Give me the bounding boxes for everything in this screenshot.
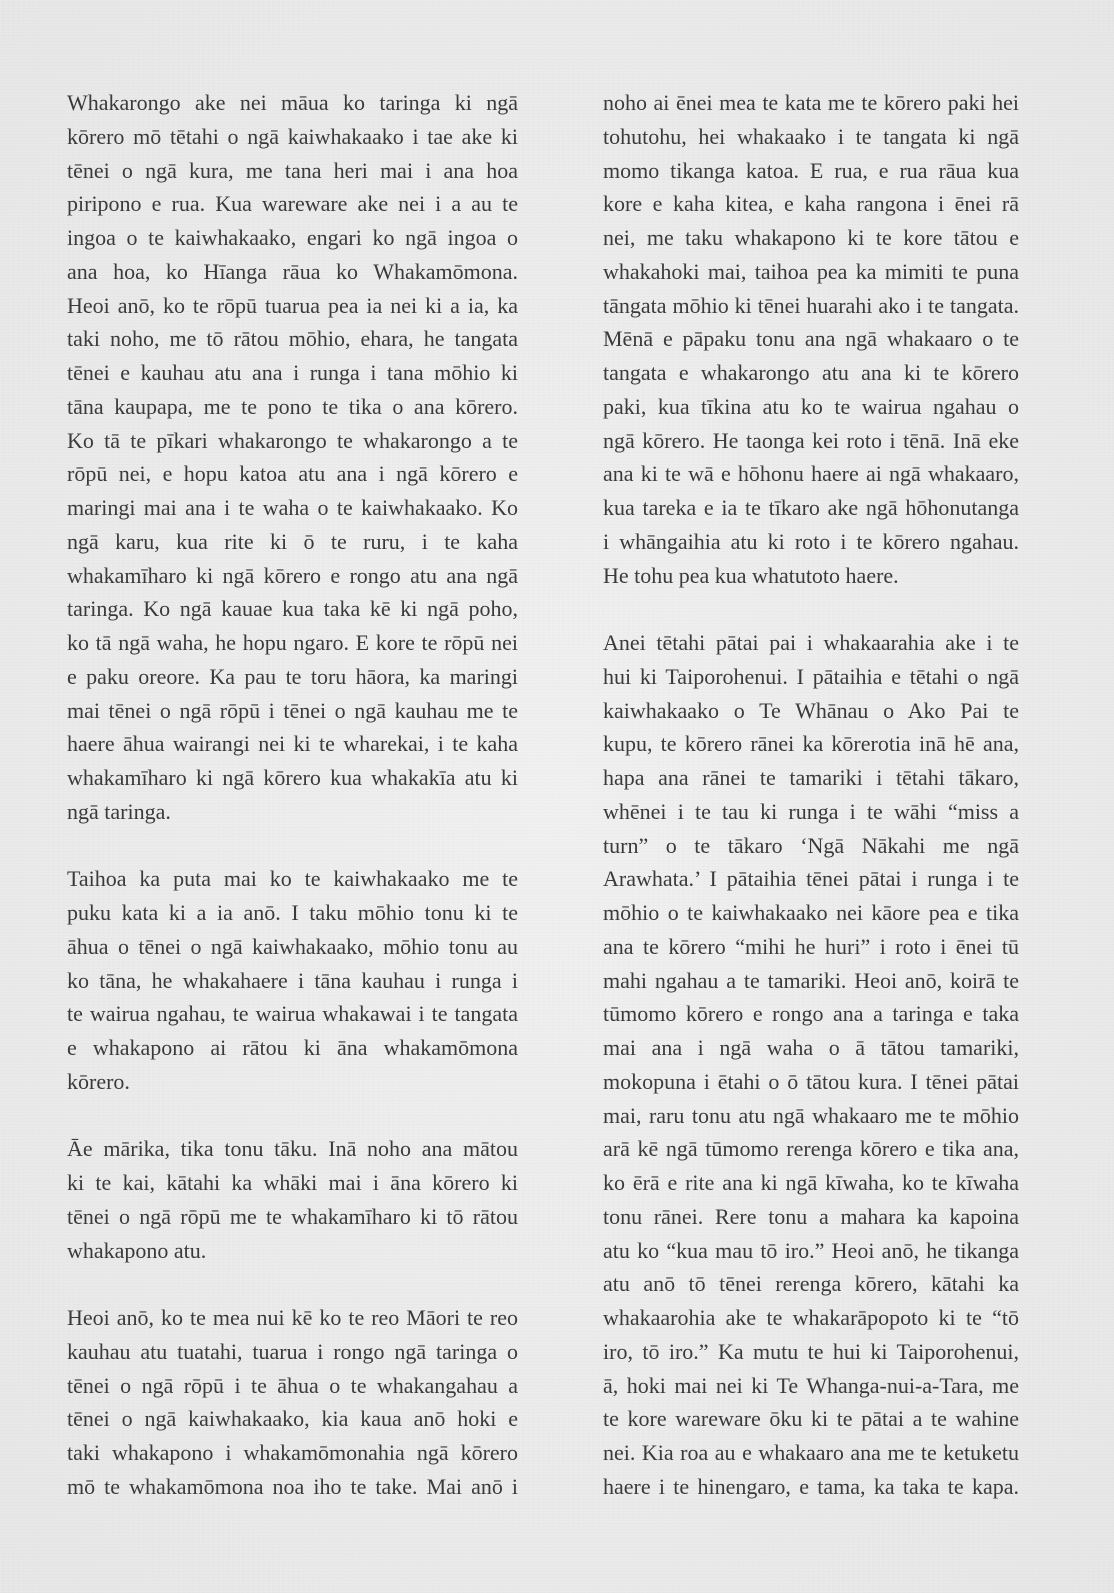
text-line: Mēnā e pāpaku tonu ana ngā whakaaro o te (603, 326, 1019, 352)
text-line: ā, hoki mai nei ki Te Whanga-nui-a-Tara, me (603, 1372, 1019, 1398)
text-line: piripono e rua. Kua wareware ake nei i a au te (67, 191, 518, 217)
text-line: kua tareka e ia te tīkaro ake ngā hōhonutanga (603, 495, 1019, 520)
text-line: te kore wareware ōku ki te pātai a te wahine (603, 1406, 1019, 1432)
right-column (603, 86, 1019, 1504)
text-line: ki te kai, kātahi ka whāki mai i āna kōrero ki (67, 1170, 518, 1195)
text-line: taringa. Ko ngā kauae kua taka kē ki ngā poho, (67, 596, 518, 622)
text-line: kore e kaha kitea, e kaha rangona i ēnei rā (603, 191, 1019, 217)
text-line: mai tēnei o ngā rōpū i tēnei o ngā kauhau me te (67, 697, 518, 723)
text-line: i whāngaihia atu ki roto i te kōrero ngahau. (603, 528, 1019, 554)
text-line: ngā taringa. (67, 798, 171, 824)
text-line: atu anō tō tēnei rerenga kōrero, kātahi ka (603, 1271, 1019, 1297)
text-line: tēnei o ngā rōpū me te whakamīharo ki tō rātou (67, 1203, 518, 1229)
text-line: iro, tō iro.” Ka mutu te hui ki Taiporohenui, (603, 1338, 1019, 1364)
text-line: whakamīharo ki ngā kōrero e rongo atu ana ngā (67, 562, 518, 588)
text-line: tēnei o ngā kura, me tana heri mai i ana hoa (67, 157, 518, 183)
text-line: ana hoa, ko Hīanga rāua ko Whakamōmona. (67, 258, 518, 284)
text-line: Taihoa ka puta mai ko te kaiwhakaako me te (67, 866, 518, 892)
text-line: taki noho, me tō rātou mōhio, ehara, he tangata (67, 326, 518, 352)
text-line: arā kē ngā tūmomo rerenga kōrero e tika ana, (603, 1136, 1019, 1162)
text-line: tonu rānei. Rere tonu a mahara ka kapoina (603, 1203, 1019, 1229)
left-column (67, 86, 518, 1504)
text-line: ingoa o te kaiwhakaako, engari ko ngā ingoa o (67, 225, 518, 250)
text-line: Heoi anō, ko te rōpū tuarua pea ia nei ki a ia, ka (67, 292, 518, 318)
text-line: tēnei o ngā rōpū i te āhua o te whakangahau a (67, 1372, 518, 1398)
text-line: whakaarohia ake te whakarāpopoto ki te “tō (603, 1305, 1019, 1330)
text-line: mai, raru tonu atu ngā whakaaro me te mōhio (603, 1102, 1019, 1128)
text-line: rōpū nei, e hopu katoa atu ana i ngā kōrero e (67, 461, 518, 487)
text-line: tāngata mōhio ki tēnei huarahi ako i te tangata. (603, 292, 1019, 318)
text-line: tāna kaupapa, me te pono te tika o ana kōrero. (67, 393, 518, 419)
text-line: ngā karu, kua rite ki ō te ruru, i te kaha (67, 528, 518, 554)
text-line: momo tikanga katoa. E rua, e rua rāua kua (603, 157, 1019, 183)
text-line: Heoi anō, ko te mea nui kē ko te reo Māori te reo (67, 1305, 518, 1330)
text-line: ana ki te wā e hōhonu haere ai ngā whakaaro, (603, 461, 1019, 487)
text-line: taki whakapono i whakamōmonahia ngā kōrero (67, 1440, 518, 1465)
paragraph (67, 1301, 518, 1504)
text-line: mō te whakamōmona noa iho te take. Mai anō i (67, 1473, 518, 1499)
text-line: te wairua ngahau, te wairua whakawai i te tangata (67, 1001, 518, 1027)
text-line: He tohu pea kua whatutoto haere. (603, 562, 899, 588)
text-line: kauhau atu tuatahi, tuarua i rongo ngā taringa o (67, 1338, 518, 1364)
text-line: puku kata ki a ia anō. I taku mōhio tonu ki te (67, 900, 518, 925)
paragraph (67, 862, 518, 1098)
text-line: Anei tētahi pātai pai i whakaarahia ake i te (603, 630, 1019, 655)
paragraph (603, 626, 1019, 1504)
text-line: paki, kua tīkina atu ko te wairua ngahau o (603, 393, 1019, 419)
text-line: turn” o te tākaro ‘Ngā Nākahi me ngā (603, 832, 1019, 858)
text-line: mahi ngahau a te tamariki. Heoi anō, koirā te (603, 967, 1019, 993)
text-line: ko ērā e rite ana ki ngā kīwaha, ko te kīwaha (603, 1170, 1019, 1195)
text-line: Ko tā te pīkari whakarongo te whakarongo a te (67, 427, 518, 453)
text-line: whēnei i te tau ki runga i te wāhi “miss a (603, 798, 1019, 824)
text-line: Arawhata.’ I pātaihia tēnei pātai i runga i te (603, 866, 1019, 892)
text-line: nei. Kia roa au e whakaaro ana me te ketuketu (603, 1440, 1019, 1465)
text-line: tangata e whakarongo atu ana ki te kōrero (603, 360, 1019, 385)
text-line: kaiwhakaako o Te Whānau o Ako Pai te (603, 697, 1019, 723)
text-line: kupu, te kōrero rānei ka kōrerotia inā hē ana, (603, 731, 1019, 757)
text-line: āhua o tēnei o ngā kaiwhakaako, mōhio tonu au (67, 933, 518, 959)
text-line: ko tāna, he whakahaere i tāna kauhau i runga i (67, 967, 518, 993)
text-line: tēnei o ngā kaiwhakaako, kia kaua anō hoki e (67, 1406, 518, 1432)
text-line: e paku oreore. Ka pau te toru hāora, ka maringi (67, 663, 518, 689)
text-line: kōrero mō tētahi o ngā kaiwhakaako i tae ake ki (67, 123, 518, 149)
text-line: noho ai ēnei mea te kata me te kōrero paki hei (603, 90, 1019, 115)
paragraph (67, 86, 518, 829)
text-line: mokopuna i ētahi o ō tātou kura. I tēnei pātai (603, 1068, 1019, 1094)
text-line: hui ki Taiporohenui. I pātaihia e tētahi o ngā (603, 663, 1019, 689)
text-line: tohutohu, hei whakaako i te tangata ki ngā (603, 123, 1019, 149)
text-line: ana te kōrero “mihi he huri” i roto i ēnei tū (603, 933, 1019, 959)
text-line: Whakarongo ake nei māua ko taringa ki ngā (67, 90, 518, 115)
text-line: tēnei e kauhau atu ana i runga i tana mōhio ki (67, 360, 518, 385)
paragraph (603, 86, 1019, 592)
text-line: whakapono atu. (67, 1237, 207, 1263)
text-line: haere āhua wairangi nei ki te wharekai, i te kaha (67, 731, 518, 757)
text-line: maringi mai ana i te waha o te kaiwhakaako. Ko (67, 495, 518, 520)
text-line: e whakapono ai rātou ki āna whakamōmona (67, 1035, 518, 1060)
text-line: mōhio o te kaiwhakaako nei kāore pea e tika (603, 900, 1019, 925)
text-line: kōrero. (67, 1068, 130, 1094)
text-line: nei, me taku whakapono ki te kore tātou e (603, 225, 1019, 250)
text-line: whakahoki mai, taihoa pea ka mimiti te puna (603, 258, 1019, 284)
text-line: tūmomo kōrero e rongo ana a taringa e taka (603, 1001, 1019, 1027)
text-line: mai ana i ngā waha o ā tātou tamariki, (603, 1035, 1019, 1060)
text-line: ko tā ngā waha, he hopu ngaro. E kore te rōpū nei (67, 630, 518, 655)
text-line: whakamīharo ki ngā kōrero kua whakakīa atu ki (67, 765, 518, 790)
text-line: hapa ana rānei te tamariki i tētahi tākaro, (603, 765, 1019, 790)
text-line: atu ko “kua mau tō iro.” Heoi anō, he tikanga (603, 1237, 1019, 1263)
text-line: ngā kōrero. He taonga kei roto i tēnā. Inā eke (603, 427, 1019, 453)
text-line: Āe mārika, tika tonu tāku. Inā noho ana mātou (67, 1136, 518, 1162)
paragraph (67, 1132, 518, 1267)
text-line: haere i te hinengaro, e tama, ka taka te kapa. (603, 1473, 1019, 1499)
